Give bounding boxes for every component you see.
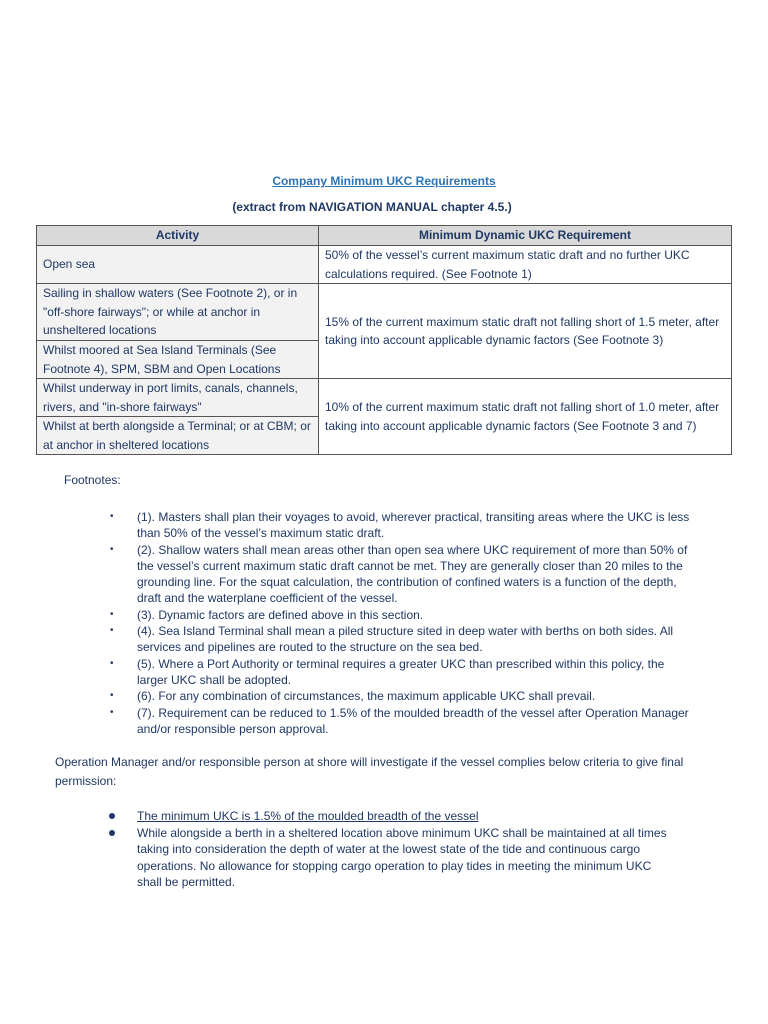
activity-cell: Sailing in shallow waters (See Footnote 2), or in "off-shore fairways"; or while at anchor in unsheltered locations — [37, 284, 319, 341]
list-item — [137, 808, 677, 825]
bullet-icon: • — [110, 511, 114, 522]
list-item — [110, 542, 697, 607]
bullet-icon: • — [110, 657, 114, 669]
footnotes-label: Footnotes: — [64, 473, 121, 487]
requirement-cell: 50% of the vessel’s current maximum static draft and no further UKC calculations required. (See Footnote 1) — [319, 246, 732, 284]
activity-cell: Whilst underway in port limits, canals, channels, rivers, and "in-shore fairways" — [37, 379, 319, 417]
table-row — [37, 246, 732, 284]
bullet-icon — [109, 813, 115, 819]
table-row — [37, 284, 732, 341]
operation-manager-paragraph: Operation Manager and/or responsible person at shore will investigate if the vessel complies below criteria to give final permission: — [55, 755, 684, 788]
bullet-icon: • — [110, 608, 114, 620]
column-header-requirement: Minimum Dynamic UKC Requirement — [319, 226, 732, 246]
criteria-text: The minimum UKC is 1.5% of the moulded breadth of the vessel — [137, 809, 479, 823]
list-item — [137, 825, 677, 891]
list-item — [110, 656, 697, 689]
criteria-list — [137, 808, 677, 891]
document-title: Company Minimum UKC Requirements — [272, 174, 496, 188]
bullet-icon — [109, 830, 115, 836]
table-header-row — [37, 226, 732, 246]
activity-cell: Whilst at berth alongside a Terminal; or at CBM; or at anchor in sheltered locations — [37, 417, 319, 455]
bullet-icon: • — [110, 690, 114, 702]
list-item — [110, 623, 697, 656]
list-item — [110, 509, 697, 542]
bullet-icon: • — [110, 543, 114, 555]
criteria-text: While alongside a berth in a sheltered location above minimum UKC shall be maintained at all times taking into consideration the depth of water at the lowest state of the tide and continuous cargo operations. No allowance for stopping cargo operation to play tides in meeting the minimum UKC shall be permitted. — [137, 825, 667, 889]
requirement-cell: 10% of the current maximum static draft not falling short of 1.0 meter, after taking into account applicable dynamic factors (See Footnote 3 and 7) — [319, 379, 732, 455]
footnote-text: (2). Shallow waters shall mean areas other than open sea where UKC requirement of more than 50% of the vessel’s current maximum static draft cannot be met. They are generally closer than 20 miles to the grounding line. For the squat calculation, the contribution of confined waters is a function of the depth, draft and the waterplane coefficient of the vessel. — [137, 542, 688, 606]
table-row — [37, 379, 732, 417]
footnote-text: (3). Dynamic factors are defined above in this section. — [137, 607, 424, 622]
footnote-text: (1). Masters shall plan their voyages to avoid, wherever practical, transiting areas where the UKC is less than 50% of the vessel’s maximum static draft. — [137, 510, 690, 541]
footnote-text: (7). Requirement can be reduced to 1.5% of the moulded breadth of the vessel after Operation Manager and/or responsible person approval. — [137, 705, 689, 736]
bullet-icon: • — [110, 625, 114, 637]
footnote-text: (6). For any combination of circumstances, the maximum applicable UKC shall prevail. — [137, 689, 596, 704]
footnote-text: (4). Sea Island Terminal shall mean a piled structure sited in deep water with berths on both sides. All services and pipelines are routed to the structure on the sea bed. — [137, 624, 674, 655]
ukc-requirements-table — [36, 225, 732, 455]
activity-cell: Whilst moored at Sea Island Terminals (See Footnote 4), SPM, SBM and Open Locations — [37, 341, 319, 379]
document-subtitle: (extract from NAVIGATION MANUAL chapter 4.5.) — [232, 200, 512, 214]
footnote-text: (5). Where a Port Authority or terminal requires a greater UKC than prescribed within this policy, the larger UKC shall be adopted. — [137, 656, 665, 687]
list-item — [110, 688, 697, 704]
column-header-activity: Activity — [37, 226, 319, 246]
list-item — [110, 607, 697, 623]
list-item — [110, 705, 697, 738]
footnotes-list — [110, 509, 697, 737]
bullet-icon: • — [110, 706, 114, 718]
requirement-cell: 15% of the current maximum static draft not falling short of 1.5 meter, after taking into account applicable dynamic factors (See Footnote 3) — [319, 284, 732, 379]
activity-cell: Open sea — [37, 246, 319, 284]
